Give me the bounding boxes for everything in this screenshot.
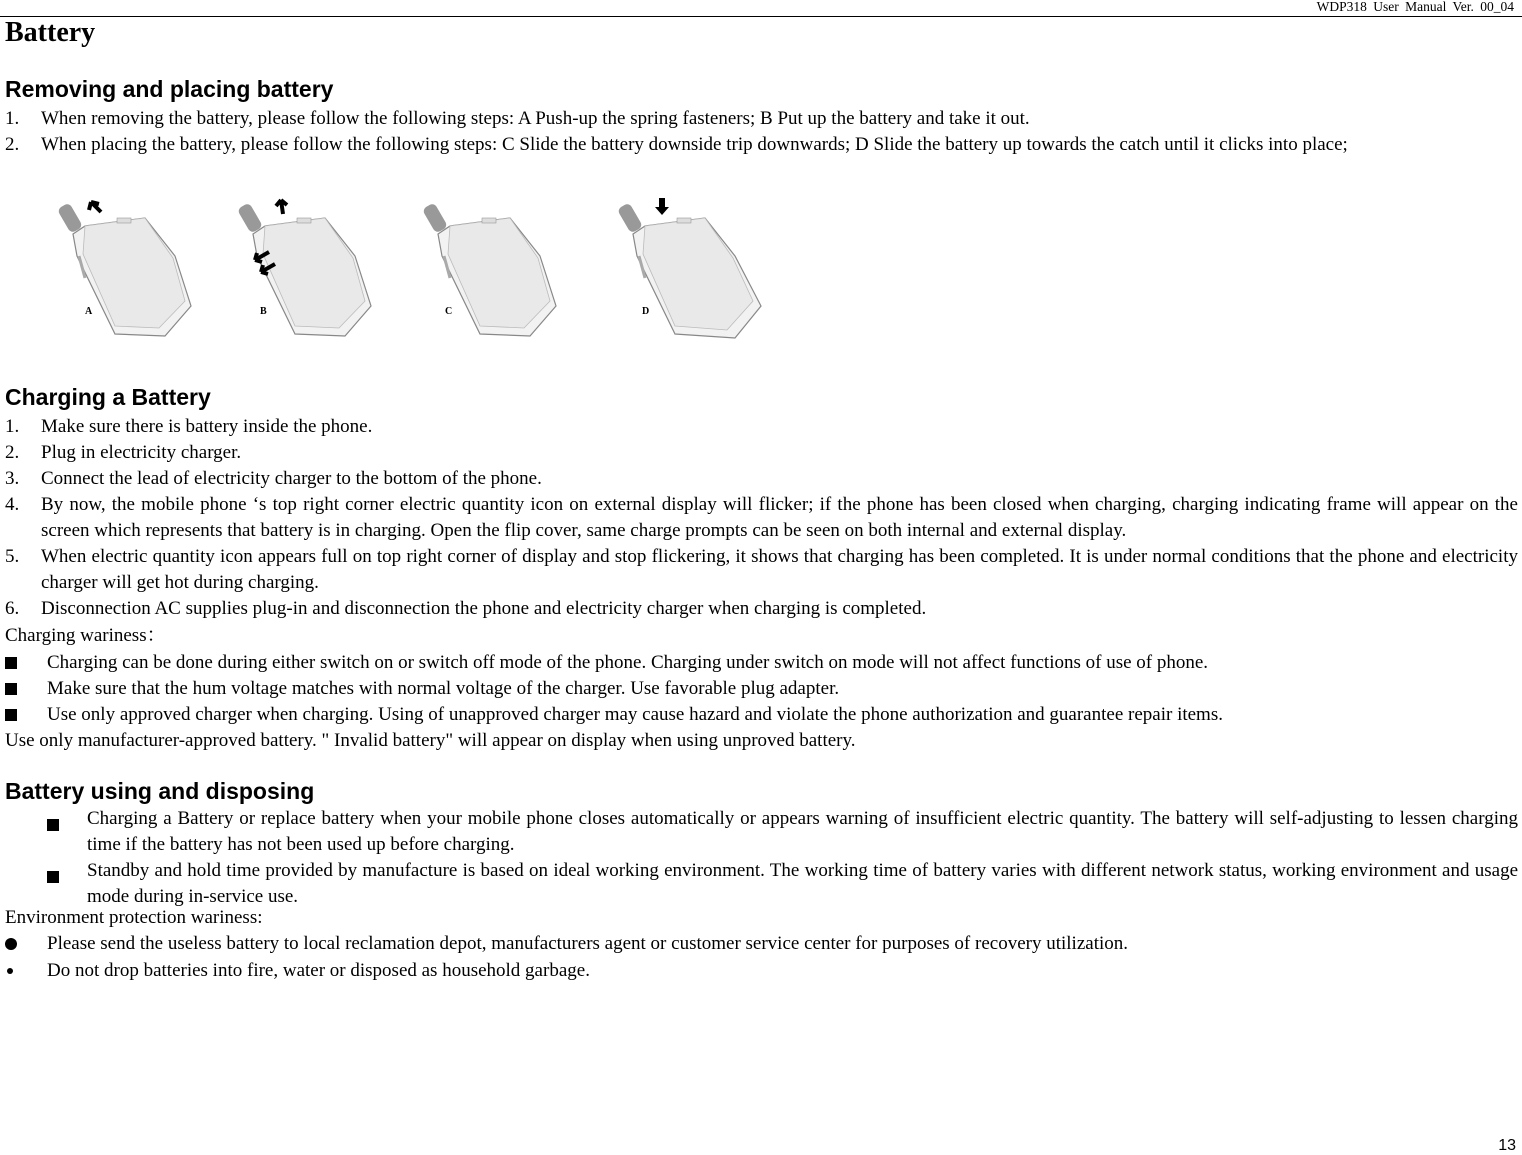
item-number: 1. <box>5 108 20 129</box>
env-text: Do not drop batteries into fire, water or disposed as household garbage. <box>47 960 590 981</box>
list-item <box>5 466 1518 492</box>
item-text: When removing the battery, please follow the following steps: A Push-up the spring fasteners; B Put up the battery and take it out. <box>41 108 1030 129</box>
section-heading-disposing: Battery using and disposing <box>5 778 315 804</box>
wariness-item <box>5 650 1208 676</box>
item-text: By now, the mobile phone ‘s top right corner electric quantity icon on external display will flicker; if the phone has been closed when charging, charging indicating frame will appear on the screen which represents that battery is in charging. Open the flip cover, same charge prompts can be seen on both internal and external display. <box>41 494 1518 541</box>
env-text: Please send the useless battery to local reclamation depot, manufacturers agent or customer service center for purposes of recovery utilization. <box>47 933 1129 954</box>
list-item <box>5 106 1518 132</box>
figure-b <box>235 196 375 341</box>
figure-label: C <box>445 306 453 317</box>
wariness-text: Make sure that the hum voltage matches with normal voltage of the charger. Use favorable plug adapter. <box>47 678 840 699</box>
square-bullet-icon <box>5 709 17 721</box>
battery-note: Use only manufacturer-approved battery. " Invalid battery" will appear on display when using unproved battery. <box>5 730 856 751</box>
env-item <box>5 931 1128 957</box>
phone-illustration <box>615 196 765 341</box>
square-bullet-icon <box>5 683 17 695</box>
item-text: Make sure there is battery inside the phone. <box>41 416 373 437</box>
item-text: Connect the lead of electricity charger to the bottom of the phone. <box>41 468 542 489</box>
list-item <box>47 806 1518 858</box>
item-number: 6. <box>5 598 20 619</box>
wariness-item <box>5 676 839 702</box>
item-number: 1. <box>5 416 20 437</box>
bullet-dot-icon <box>7 968 13 974</box>
item-number: 5. <box>5 546 20 567</box>
list-item <box>5 440 1518 466</box>
phone-illustration <box>55 196 195 341</box>
list-item <box>5 544 1518 596</box>
figure-label: B <box>260 306 267 317</box>
page-header <box>0 0 1522 17</box>
figure-label: A <box>85 306 93 317</box>
wariness-text: Use only approved charger when charging. Using of unapproved charger may cause hazard and violate the phone authorization and guarantee repair items. <box>47 704 1223 725</box>
wariness-text: Charging can be done during either switch on or switch off mode of the phone. Charging under switch on mode will not affect functions of use of phone. <box>47 652 1209 673</box>
phone-illustration <box>235 196 375 341</box>
page-title: Battery <box>5 17 96 48</box>
removing-list <box>5 106 1518 158</box>
item-text: Standby and hold time provided by manufacture is based on ideal working environment. The working time of battery varies with different network status, working environment and usage mode during in-service use. <box>87 860 1518 907</box>
charging-wariness-label: Charging wariness： <box>5 625 166 646</box>
item-text: Disconnection AC supplies plug-in and disconnection the phone and electricity charger when charging is completed. <box>41 598 927 619</box>
figure-a <box>55 196 195 341</box>
page-number: 13 <box>1498 1137 1516 1154</box>
item-text: Plug in electricity charger. <box>41 442 242 463</box>
list-item <box>5 596 1518 622</box>
figure-c <box>420 196 560 341</box>
wariness-item <box>5 702 1223 728</box>
item-number: 2. <box>5 442 20 463</box>
bullet-dot-icon <box>5 938 17 950</box>
env-item <box>5 958 590 984</box>
square-bullet-icon <box>47 819 59 831</box>
section-heading-removing: Removing and placing battery <box>5 76 334 102</box>
item-text: When electric quantity icon appears full on top right corner of display and stop flickering, it shows that charging has been completed. It is under normal conditions that the phone and electricity charger will get hot during charging. <box>41 546 1518 593</box>
header-text: WDP318 User Manual Ver. 00_04 <box>1316 0 1514 14</box>
list-item <box>5 414 1518 440</box>
charging-steps <box>5 414 1518 622</box>
figure-d <box>615 196 755 341</box>
phone-illustration <box>420 196 560 341</box>
list-item <box>5 132 1518 158</box>
item-number: 4. <box>5 494 20 515</box>
disposing-list <box>47 806 1518 910</box>
item-text: When placing the battery, please follow the following steps: C Slide the battery downside trip downwards; D Slide the battery up towards the catch until it clicks into place; <box>41 134 1348 155</box>
item-number: 3. <box>5 468 20 489</box>
list-item <box>5 492 1518 544</box>
figure-label: D <box>642 306 650 317</box>
item-number: 2. <box>5 134 20 155</box>
square-bullet-icon <box>47 871 59 883</box>
item-text: Charging a Battery or replace battery when your mobile phone closes automatically or appears warning of insufficient electric quantity. The battery will self-adjusting to lessen charging time if the battery has not been used up before charging. <box>87 808 1518 855</box>
square-bullet-icon <box>5 657 17 669</box>
section-heading-charging: Charging a Battery <box>5 384 211 410</box>
list-item <box>47 858 1518 910</box>
env-wariness-label: Environment protection wariness: <box>5 907 263 928</box>
